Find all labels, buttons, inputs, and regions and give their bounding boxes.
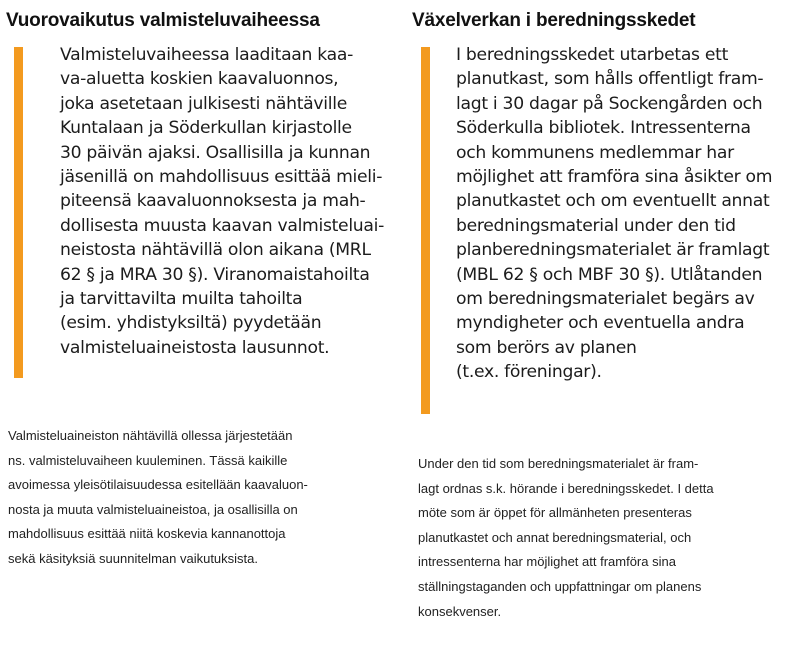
finnish-body-paragraph: Valmisteluaineiston nähtävillä ollessa järjestetään ns. valmisteluvaiheen kuuleminen. Tässä kaikille avoimessa yleisötilaisuudessa esitellään kaavaluon- nosta ja muuta valmisteluaineistoa, ja osallisilla on mahdollisuus esittää niitä koskevia kannanottoja sekä käsityksiä suunnitelman vaikutuksista. [8,428,308,566]
finnish-heading: Vuorovaikutus valmisteluvaiheessa [6,10,320,31]
swedish-accent-bar [421,47,430,414]
swedish-lead-paragraph: I beredningsskedet utarbetas ett planutkast, som hålls offentligt fram- lagt i 30 dagar på Sockengården och Söderkulla bibliotek. Intressenterna och kommunens medlemmar har möjlighet att framföra sina åsikter om planutkastet och om eventuellt annat beredningsmaterial under den tid planberedningsmaterialet är framlagt (MBL 62 § och MBF 30 §). Utlåtanden om beredningsmaterialet begärs av myndigheter och eventuella andra som berörs av planen (t.ex. föreningar). [456,45,773,383]
swedish-body-paragraph: Under den tid som beredningsmaterialet är fram- lagt ordnas s.k. hörande i beredningsskedet. I detta möte som är öppet för allmänheten presenteras planutkastet och annat beredningsmaterial, och intressenterna har möjlighet att framföra sina ställningstaganden och uppfattningar om planens konsekvenser. [418,456,714,619]
finnish-accent-bar [14,47,23,378]
finnish-lead-paragraph: Valmisteluvaiheessa laaditaan kaa- va-aluetta koskien kaavaluonnos, joka asetetaan julkisesti nähtäville Kuntalaan ja Söderkullan kirjastolle 30 päivän ajaksi. Osallisilla ja kunnan jäsenillä on mahdollisuus esittää mieli- piteensä kaavaluonnoksesta ja mah- dollisesta muusta kaavan valmisteluai- neistosta nähtävillä olon aikana (MRL 62 § ja MRA 30 §). Viranomaistahoilta ja tarvittavilta muilta tahoilta (esim. yhdistyksiltä) pyydetään valmisteluaineistosta lausunnot. [60,45,385,358]
swedish-heading: Växelverkan i beredningsskedet [412,10,696,31]
